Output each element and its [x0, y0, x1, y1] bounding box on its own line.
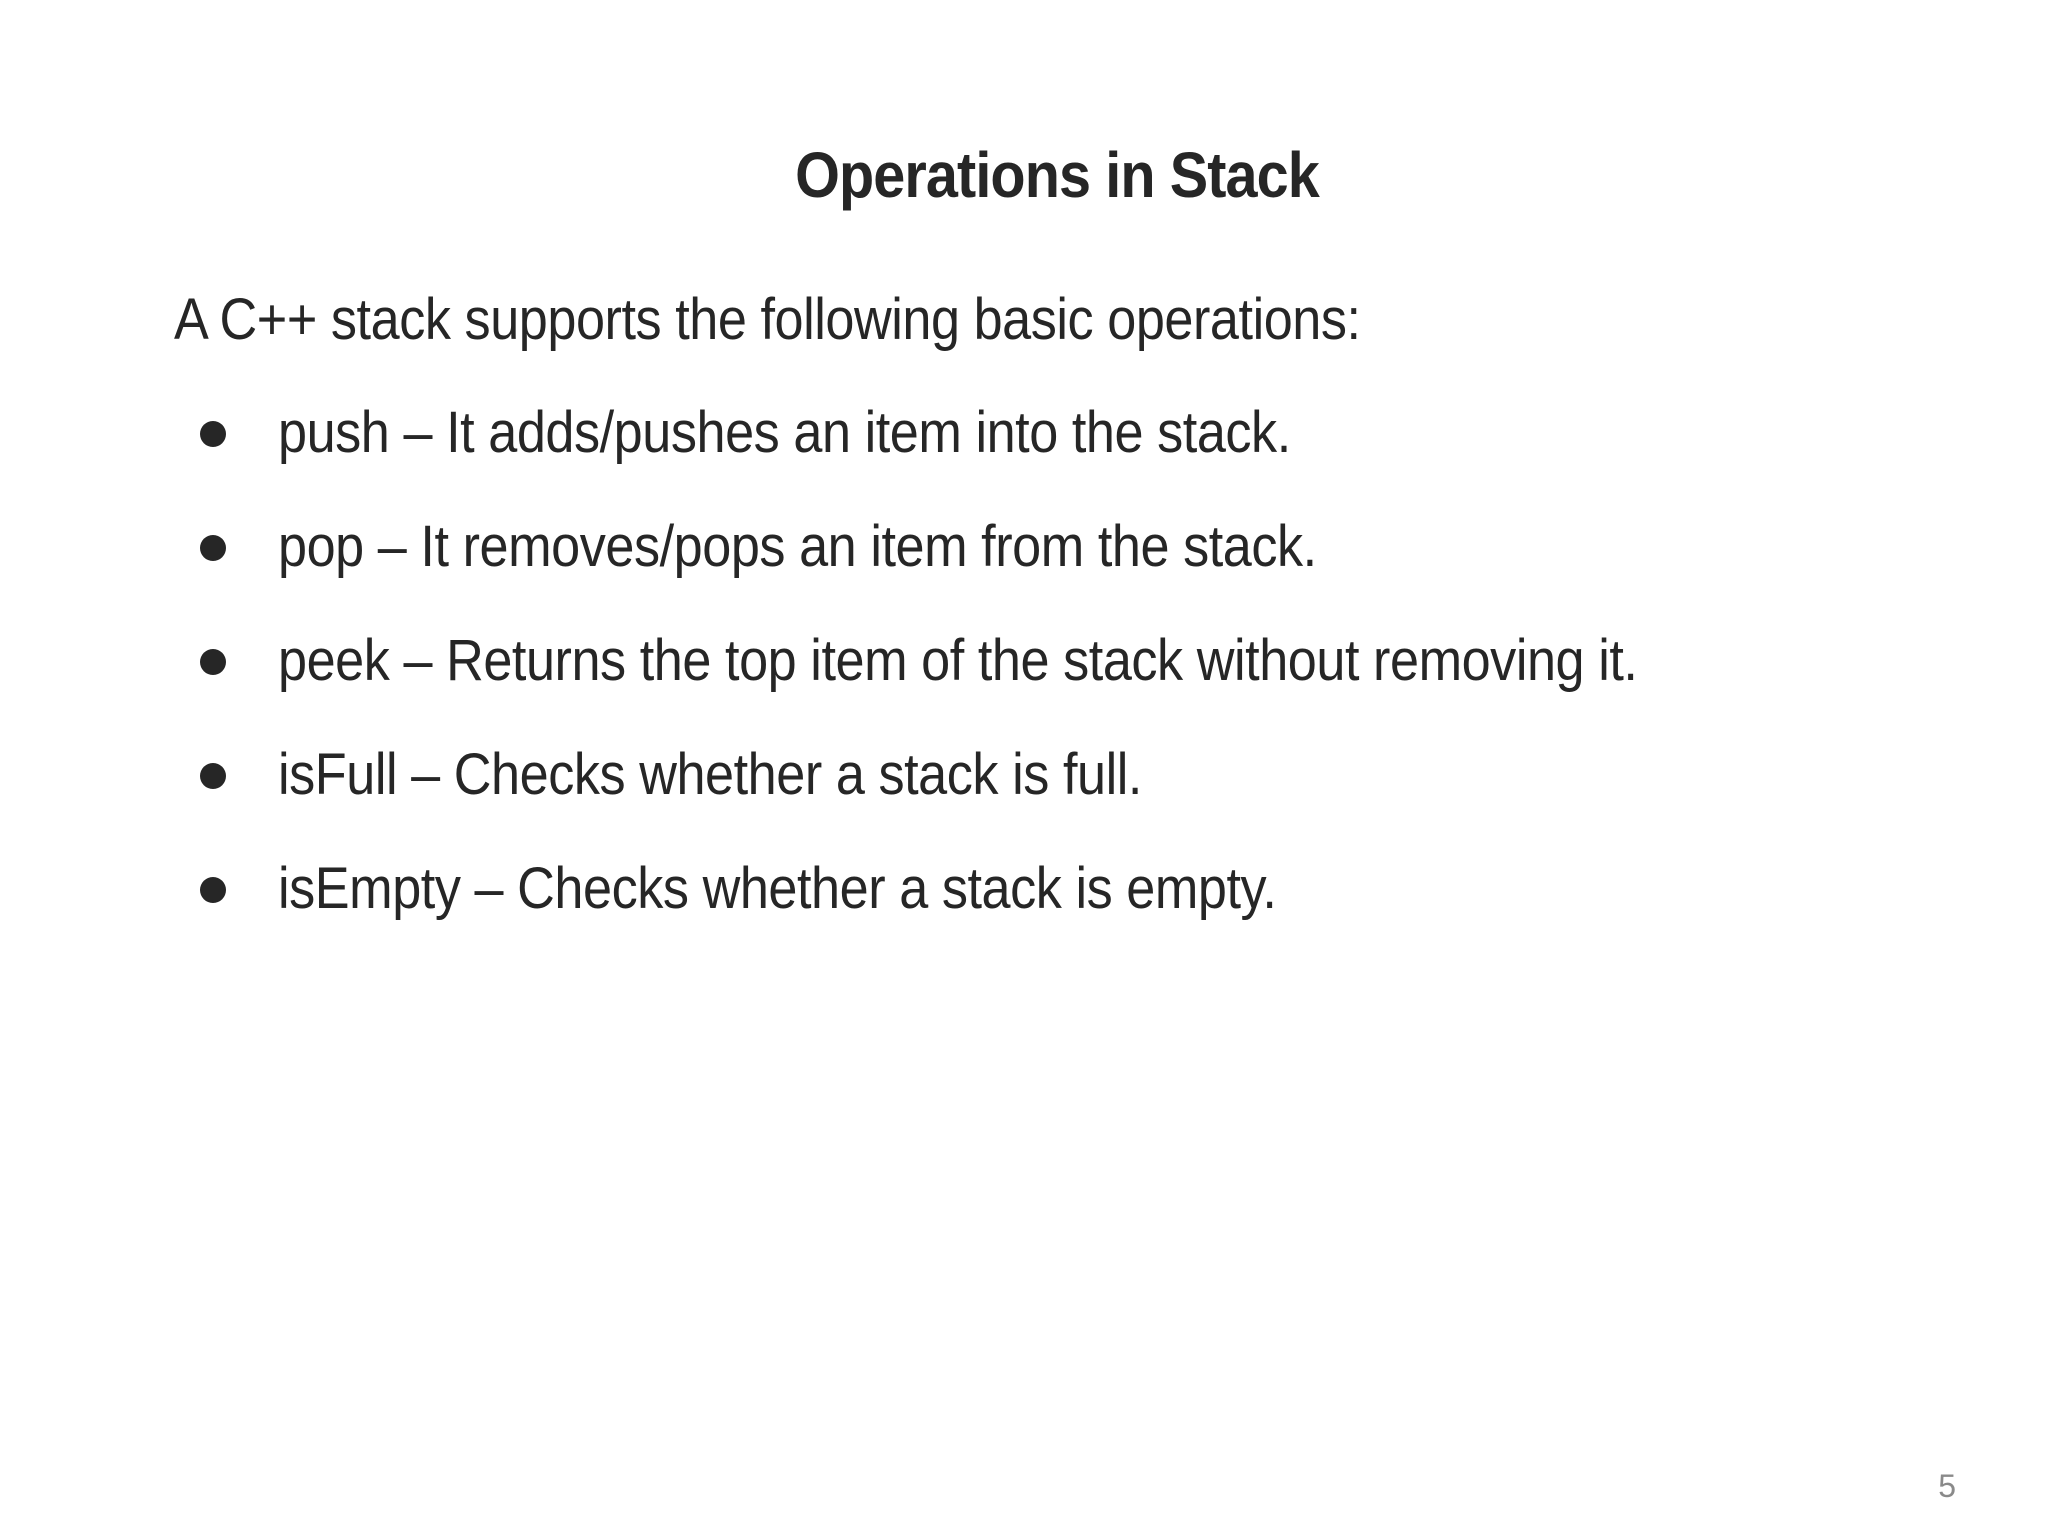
list-item-text: isFull – Checks whether a stack is full.	[278, 742, 1142, 807]
slide-title: Operations in Stack	[795, 139, 1319, 211]
intro-text: A C++ stack supports the following basic operations:	[174, 287, 1361, 352]
bullet-dot-icon	[200, 535, 226, 561]
list-item-text: peek – Returns the top item of the stack without removing it.	[278, 628, 1638, 693]
list-item-text: isEmpty – Checks whether a stack is empty.	[278, 856, 1277, 921]
page-number: 5	[1938, 1468, 1956, 1504]
bullet-dot-icon	[200, 421, 226, 447]
bullet-dot-icon	[200, 763, 226, 789]
list-item-text: push – It adds/pushes an item into the stack.	[278, 400, 1291, 465]
bullet-dot-icon	[200, 877, 226, 903]
list-item-text: pop – It removes/pops an item from the stack.	[278, 514, 1317, 579]
bullet-dot-icon	[200, 649, 226, 675]
